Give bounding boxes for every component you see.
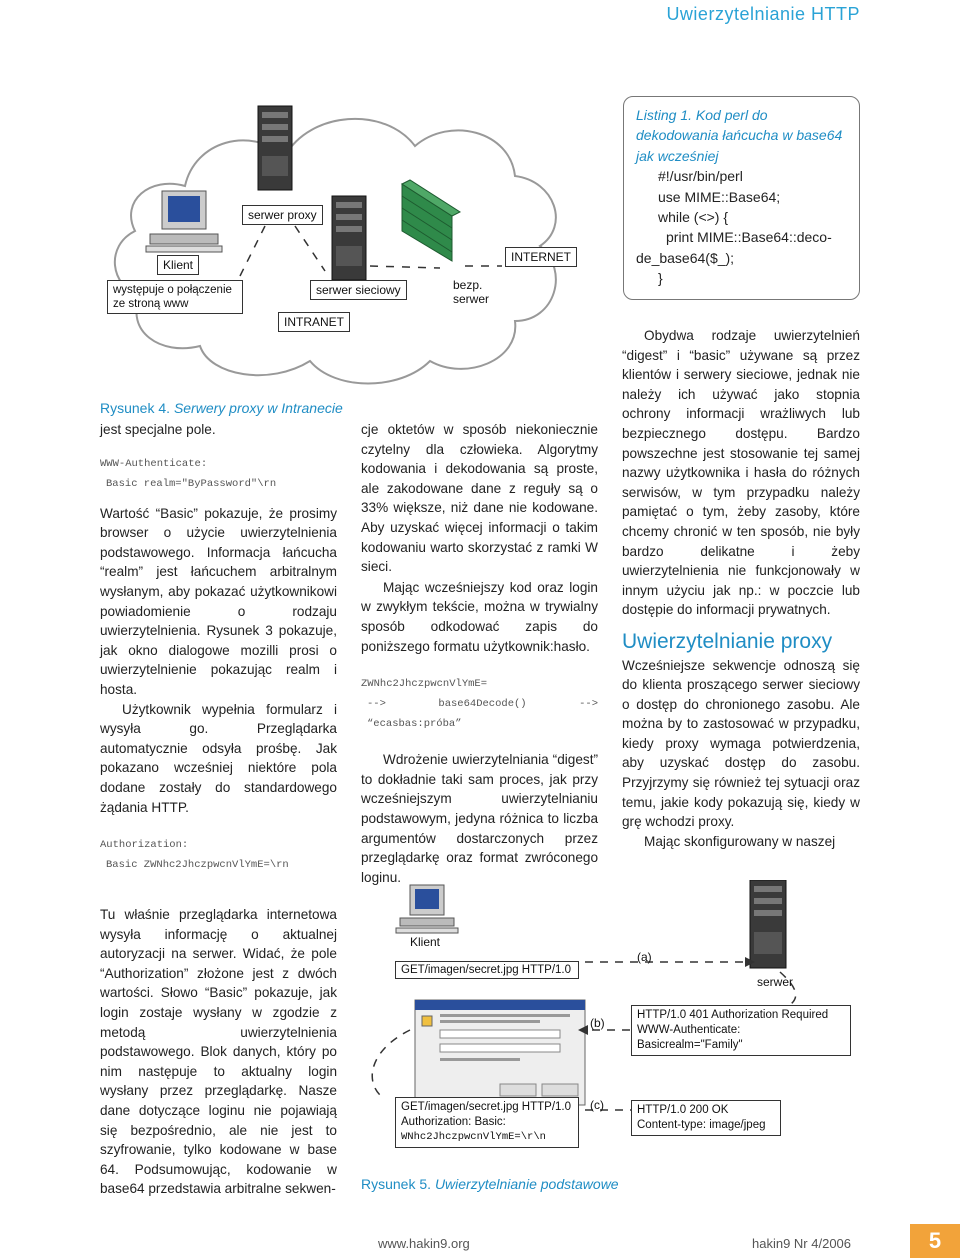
code-line: --> base64Decode() --> “ecasbas:próba”	[367, 698, 598, 731]
column-1-upper	[100, 420, 337, 875]
listing-line: while (<>) {	[658, 209, 729, 226]
paragraph: Wdrożenie uwierzytelniania “digest” to dokładnie taki sam proces, jak przy wcześniejszym uwierzytelnianiu podstawowym, jedyna różnica to liczba argumentów dostarczonych przez przeglądarkę oraz format zwróconego loginu.	[361, 752, 598, 885]
listing-line: print MIME::Base64::deco-	[666, 229, 832, 246]
section-heading: Uwierzytelnianie proxy	[622, 629, 833, 653]
request-2-box	[395, 1097, 579, 1148]
client-label: Klient	[410, 935, 441, 949]
figure-4-caption	[100, 400, 343, 416]
response-2-line: Content-type: image/jpeg	[637, 1119, 766, 1131]
response-1-line: HTTP/1.0 401 Authorization Required	[637, 1009, 829, 1021]
request-2-line: Authorization: Basic:	[401, 1116, 506, 1128]
web-server-icon	[332, 196, 366, 280]
listing-title: Listing 1. Kod perl do dekodowania łańcucha w base64 jak wcześniej	[636, 107, 843, 164]
footer-issue: hakin9 Nr 4/2006	[752, 1236, 852, 1251]
figure-5-caption	[361, 1176, 619, 1192]
request-2-line: GET/imagen/secret.jpg HTTP/1.0	[401, 1101, 572, 1113]
client-label: Klient	[157, 255, 199, 275]
listing-line: de_base64($_);	[636, 249, 735, 266]
internet-label: INTERNET	[505, 247, 577, 267]
listing-line: #!/usr/bin/perl	[658, 168, 743, 185]
paragraph: cje oktetów w sposób niekoniecznie czytelny dla człowieka. Algorytmy kodowania i dekodowania są proste, ale zakodowane dane z reguły są o 33% większe, niż dane nie kodowane. Aby uzyskać więcej informacji o takim kodowaniu warto skorzystać z ramki W sieci.	[361, 422, 598, 575]
paragraph: Wartość “Basic” pokazuje, że prosimy browser o użycie uwierzytelnienia podstawowego. Informacja łańcucha “realm” jest łańcuchem arbitralnym wysłanym, aby pokazać użytkownikowi powiadomienie o rodzaju uwierzytelnienia. Rysunek 3 pokazuje, jak okno dialogowe mozilli prosi o uwierzytelnienie pokazując realm i hosta.	[100, 505, 337, 697]
server-label: serwer	[757, 975, 794, 989]
listing-line: use MIME::Base64;	[658, 188, 781, 205]
footer-url[interactable]: www.hakin9.org	[378, 1236, 470, 1251]
response-2-box	[631, 1100, 781, 1136]
column-2	[361, 420, 598, 887]
code-line: Basic realm="ByPassword"\rn	[106, 477, 277, 490]
code-line: ZWNhc2JhczpwcnVlYmE=	[361, 678, 488, 691]
web-server-label: serwer sieciowy	[310, 280, 407, 300]
code-line: WWW-Authenticate:	[100, 457, 208, 470]
request-1-box: GET/imagen/secret.jpg HTTP/1.0	[395, 961, 579, 979]
column-1-lower	[100, 905, 337, 1199]
response-1-line: WWW-Authenticate: Basicrealm="Family"	[637, 1024, 743, 1051]
paragraph: Użytkownik wypełnia formularz i wysyła go. Przeglądarka automatycznie odsyła prośbę. Jak pokazano wcześniej niektóre pola dodane zostały do standardowego żądania HTTP.	[100, 701, 337, 815]
figure-4-diagram	[100, 96, 600, 396]
firewall-label: bezp. serwer	[453, 278, 490, 306]
client-computer-icon	[396, 885, 458, 933]
page-number: 5	[910, 1224, 960, 1258]
login-dialog-image	[415, 1000, 585, 1105]
paragraph: Tu właśnie przeglądarka internetowa wysyła informację o aktualnej autoryzacji na serwer. Widać, że pole “Authorization” złożone jest z dwóch wartości. Słowo “Basic” pokazuje, jak login zostaje wysłany w zgodzie z metodą uwierzytelnienia podstawowego. Blok danych, który po nim następuje to aktualny login wysłany przez przeglądarkę. Nasze dane dotyczące loginu nie pojawiają się bezpośrednio, ale nie jest to szyfrowanie, tylko kodowane w base 64. Podsumowując, kodowanie w base64 przedstawia arbitralne sekwen-	[100, 907, 337, 1197]
request-2-line: WNhc2JhczpwcnVlYmE=\r\n	[401, 1131, 546, 1143]
response-1-box	[631, 1005, 851, 1056]
code-line: Authorization:	[100, 839, 189, 852]
intranet-label: INTRANET	[278, 312, 350, 332]
code-line: Basic ZWNhc2JhczpwcnVlYmE=\rn	[106, 859, 289, 872]
figure-5-caption-label: Rysunek 5.	[361, 1176, 432, 1192]
figure-4-caption-label: Rysunek 4.	[100, 400, 171, 416]
paragraph: Wcześniejsze sekwencje odnoszą się do klienta proszącego serwer sieciowy o dostęp do chronionego zasobu. Ale można by to zastosować w przypadku, kiedy proxy wymaga potwierdzenia, aby uzyskać dostęp do zasobu. Przyjrzymy się również tej sytuacji oraz temu, jakie kody pokazują się, kiedy w grę wchodzi proxy.	[622, 657, 860, 830]
paragraph: Mając skonfigurowany w naszej	[644, 833, 836, 849]
server-icon	[750, 880, 786, 968]
column-3	[622, 326, 860, 851]
paragraph: jest specjalne pole.	[100, 422, 216, 437]
running-header: Uwierzytelnianie HTTP	[666, 4, 860, 24]
proxy-label: serwer proxy	[242, 205, 323, 225]
proxy-server-icon	[258, 106, 292, 190]
step-c-label: (c)	[590, 1098, 604, 1112]
figure-4-caption-text: Serwery proxy w Intranecie	[173, 400, 343, 416]
listing-1	[623, 96, 860, 300]
figure-5-caption-text: Uwierzytelnianie podstawowe	[434, 1176, 619, 1192]
step-b-label: (b)	[590, 1016, 605, 1030]
listing-line: }	[658, 270, 663, 287]
response-2-line: HTTP/1.0 200 OK	[637, 1104, 729, 1116]
paragraph: Mając wcześniejszy kod oraz login w zwykłym tekście, można w trywialny sposób odkodować zapis do poniższego formatu użytkownik:hasło.	[361, 579, 598, 654]
client-note: występuje o połączenie ze stroną www	[107, 280, 243, 314]
paragraph: Obydwa rodzaje uwierzytelnień “digest” i “basic” używane są przez klientów i serwery sieciowe, jednak nie należy ich używać jako stopnia ochrony informacji wrażliwych lub bezpiecznego dostępu. Bardzo powszechne jest stosowanie tej samej nazwy użytkownika i hasła do różnych serwisów, w tym przypadku należy pamiętać o tym, żeby zasoby, które chcemy chronić w ten sposób, nie były bardzo delikatne i żeby uwierzytelnienia nie funkcjonowały w innym użyciu jak np.: w poczcie lub dostępie do informacji prywatnych.	[622, 328, 860, 618]
step-a-label: (a)	[637, 950, 652, 964]
